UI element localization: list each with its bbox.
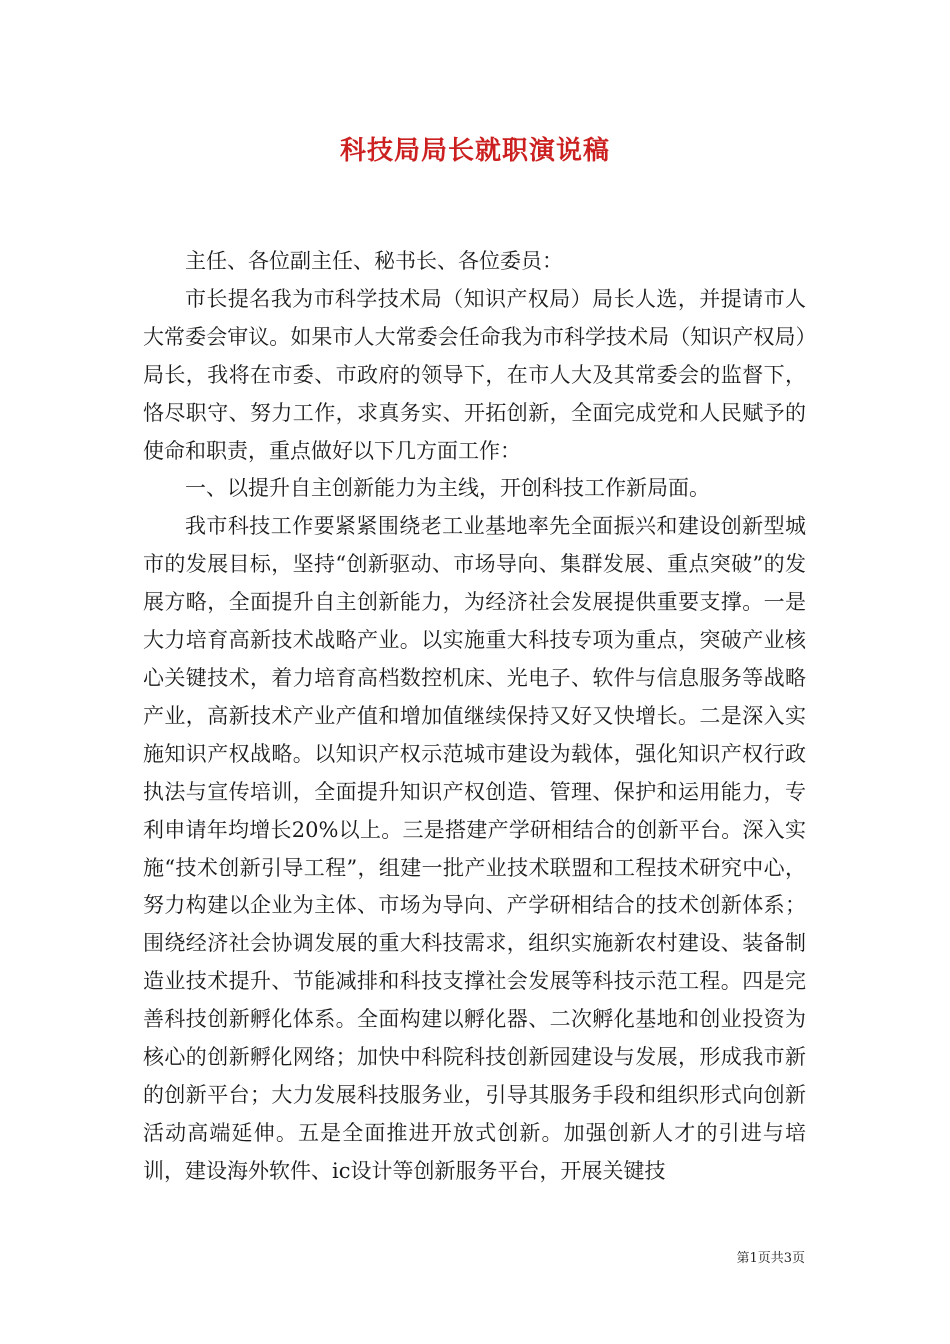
document-title: 科技局局长就职演说稿 — [339, 136, 610, 166]
document-body — [143, 243, 806, 1191]
body-paragraph: 我市科技工作要紧紧围绕老工业基地率先全面振兴和建设创新型城市的发展目标，坚持“创新驱动、市场导向、集群发展、重点突破”的发展方略，全面提升自主创新能力，为经济社会发展提供重要支撑。一是大力培育高新技术战略产业。以实施重大科技专项为重点，突破产业核心关键技术，着力培育高档数控机床、光电子、软件与信息服务等战略产业，高新技术产业产值和增加值继续保持又好又快增长。二是深入实施知识产权战略。以知识产权示范城市建设为载体，强化知识产权行政执法与宣传培训，全面提升知识产权创造、管理、保护和运用能力，专利申请年均增长20%以上。三是搭建产学研相结合的创新平台。深入实施“技术创新引导工程”，组建一批产业技术联盟和工程技术研究中心，努力构建以企业为主体、市场为导向、产学研相结合的技术创新体系；围绕经济社会协调发展的重大科技需求，组织实施新农村建设、装备制造业技术提升、节能减排和科技支撑社会发展等科技示范工程。四是完善科技创新孵化体系。全面构建以孵化器、二次孵化基地和创业投资为核心的创新孵化网络；加快中科院科技创新园建设与发展，形成我市新的创新平台；大力发展科技服务业，引导其服务手段和组织形式向创新活动高端延伸。五是全面推进开放式创新。加强创新人才的引进与培训，建设海外软件、ic设计等创新服务平台，开展关键技 — [143, 514, 806, 1183]
section-heading-paragraph: 一、以提升自主创新能力为主线，开创科技工作新局面。 — [185, 476, 710, 501]
page-footer: 第1页共3页 — [736, 1251, 805, 1266]
salutation-paragraph: 主任、各位副主任、秘书长、各位委员： — [185, 249, 563, 273]
intro-paragraph: 市长提名我为市科学技术局（知识产权局）局长人选，并提请市人大常委会审议。如果市人大常委会任命我为市科学技术局（知识产权局）局长，我将在市委、市政府的领导下，在市人大及其常委会的监督下，恪尽职守、努力工作，求真务实、开拓创新，全面完成党和人民赋予的使命和职责，重点做好以下几方面工作： — [143, 286, 806, 463]
